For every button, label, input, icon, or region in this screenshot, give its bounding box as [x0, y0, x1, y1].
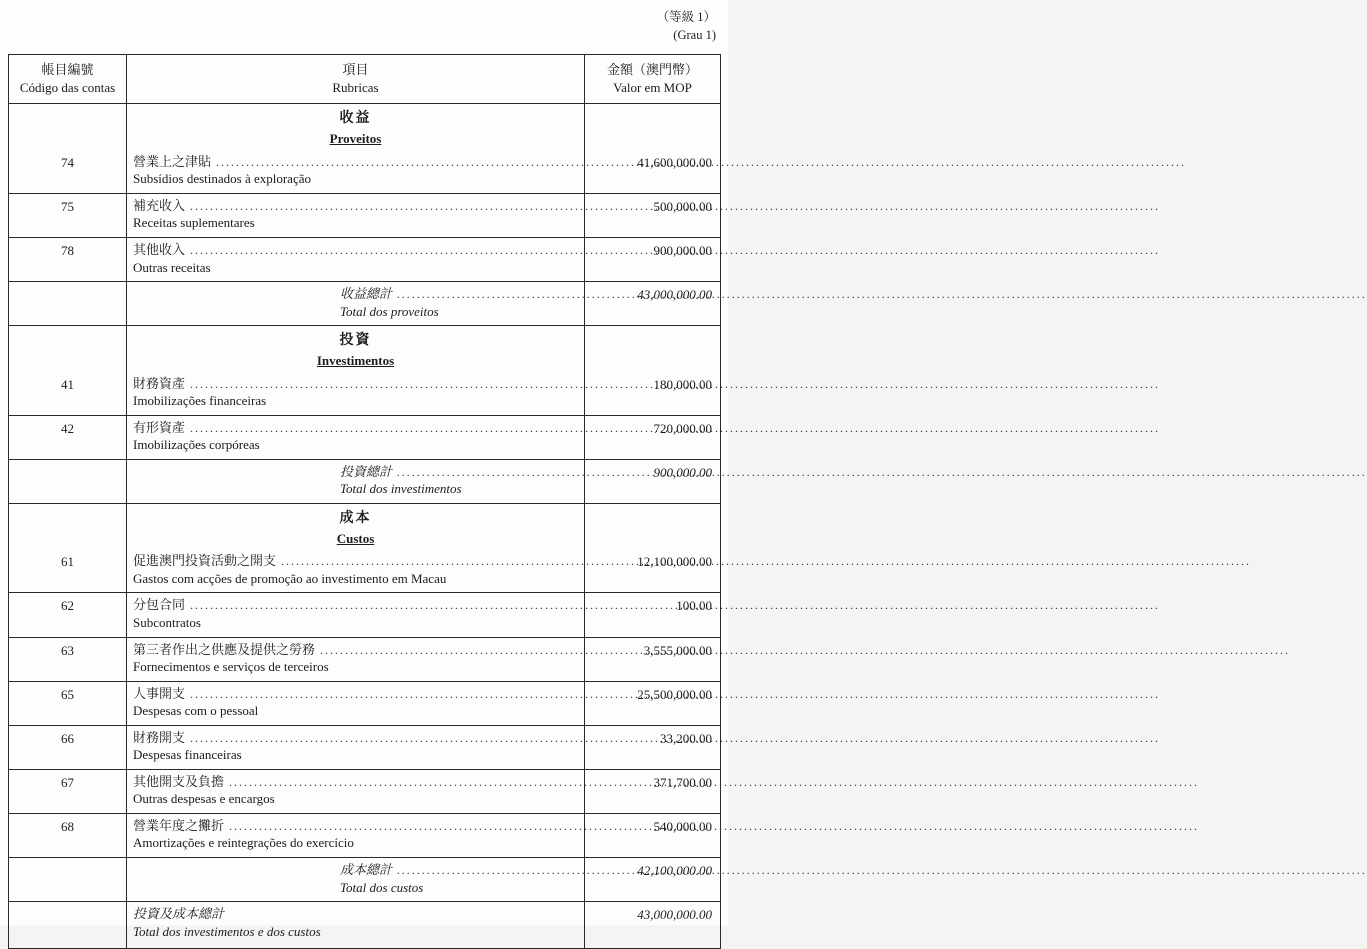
rubric-cell [127, 725, 585, 769]
account-code: 68 [9, 813, 127, 857]
item-label-zh: 人事開支 [133, 685, 186, 701]
item-label-pt: Imobilizações corpóreas [133, 437, 260, 453]
header-code-zh: 帳目編號 [41, 62, 94, 78]
item-label-zh: 補充收入 [133, 197, 186, 213]
section-title-pt: Custos [336, 530, 375, 546]
header-amount-cell [585, 55, 721, 104]
rubric-cell [127, 813, 585, 857]
amount-value: 12,100,000.00 [585, 549, 721, 593]
item-label-pt: Outras despesas e encargos [133, 791, 275, 807]
item-label-zh: 有形資產 [133, 419, 186, 435]
item-label-zh: 促進澳門投資活動之開支 [133, 553, 277, 569]
rubric-line-zh [133, 685, 578, 703]
amount-value: 540,000.00 [585, 813, 721, 857]
item-label-zh: 其他收入 [133, 241, 186, 257]
item-label-pt: Gastos com acções de promoção ao investimento em Macau [133, 570, 447, 586]
item-label-pt: Despesas com o pessoal [133, 703, 259, 719]
item-label-zh: 財務資產 [133, 375, 186, 391]
account-code: 42 [9, 415, 127, 459]
empty-code-cell [9, 459, 127, 503]
header-rubric-cell [127, 55, 585, 104]
dot-leader [397, 862, 1367, 878]
table-row [9, 637, 721, 681]
total-label-cell [127, 282, 585, 326]
item-label-zh: 營業上之津貼 [133, 153, 212, 169]
grand-total-zh-text: 投資及成本總計 [133, 906, 225, 922]
rubric-line-zh [133, 153, 578, 171]
rubric-cell [127, 593, 585, 637]
empty-code-cell [9, 857, 127, 901]
amount-value: 500,000.00 [585, 193, 721, 237]
total-line-zh [133, 285, 578, 303]
item-label-pt: Amortizações e reintegrações do exercício [133, 835, 354, 851]
table-row [9, 549, 721, 593]
account-code: 63 [9, 637, 127, 681]
amount-value: 25,500,000.00 [585, 681, 721, 725]
empty-amount-cell [585, 104, 721, 150]
rubric-cell [127, 769, 585, 813]
rubric-cell [127, 193, 585, 237]
account-code: 75 [9, 193, 127, 237]
table-row [9, 769, 721, 813]
header-rubric-zh: 項目 [342, 62, 369, 78]
account-code: 67 [9, 769, 127, 813]
total-label-zh: 投資總計 [340, 463, 393, 479]
amount-value: 3,555,000.00 [585, 637, 721, 681]
item-label-zh: 營業年度之攤折 [133, 817, 225, 833]
header-amount-zh: 金額（澳門幣） [606, 62, 698, 78]
item-label-pt: Despesas financeiras [133, 747, 242, 763]
section-header-row [9, 326, 721, 372]
section-total-row [9, 857, 721, 901]
account-code: 61 [9, 549, 127, 593]
amount-value: 180,000.00 [585, 372, 721, 416]
grade-annotation [8, 8, 720, 44]
rubric-cell [127, 681, 585, 725]
rubric-cell [127, 150, 585, 194]
amount-value: 371,700.00 [585, 769, 721, 813]
rubric-cell [127, 415, 585, 459]
empty-code-cell [9, 326, 127, 372]
item-label-zh: 第三者作出之供應及提供之勞務 [133, 641, 316, 657]
account-code: 66 [9, 725, 127, 769]
total-line-zh [133, 463, 578, 481]
rubric-line-zh [133, 817, 578, 835]
table-row [9, 372, 721, 416]
item-label-pt: Subcontratos [133, 614, 201, 630]
dot-leader [229, 774, 1199, 790]
accounts-table [8, 54, 721, 949]
empty-code-cell [9, 104, 127, 150]
table-row [9, 681, 721, 725]
section-total-row [9, 282, 721, 326]
amount-value: 720,000.00 [585, 415, 721, 459]
rubric-cell [127, 549, 585, 593]
header-code-pt: Código das contas [19, 79, 116, 95]
section-title-zh: 收益 [339, 111, 372, 127]
account-code: 78 [9, 237, 127, 281]
header-rubric-pt: Rubricas [332, 79, 379, 95]
grand-total-label-zh [133, 905, 578, 923]
table-row [9, 415, 721, 459]
total-label-zh: 成本總計 [340, 861, 393, 877]
table-row [9, 593, 721, 637]
section-title-zh: 成本 [339, 510, 372, 526]
total-line-zh [133, 861, 578, 879]
table-header-row [9, 55, 721, 104]
dot-leader [190, 597, 1160, 613]
grade-label-zh: （等級 1） [656, 10, 716, 24]
section-title-zh: 投資 [339, 333, 372, 349]
total-label-cell [127, 459, 585, 503]
item-label-pt: Receitas suplementares [133, 215, 255, 231]
item-label-pt: Subsídios destinados à exploração [133, 171, 311, 187]
total-label-pt: Total dos proveitos [340, 303, 439, 319]
rubric-line-zh [133, 552, 578, 570]
item-label-pt: Imobilizações financeiras [133, 393, 267, 409]
rubric-cell [127, 372, 585, 416]
empty-code-cell [9, 902, 127, 949]
section-header-row [9, 503, 721, 549]
amount-value: 41,600,000.00 [585, 150, 721, 194]
amount-value: 100.00 [585, 593, 721, 637]
grand-total-row [9, 902, 721, 949]
account-code: 74 [9, 150, 127, 194]
account-code: 62 [9, 593, 127, 637]
empty-code-cell [9, 503, 127, 549]
total-label-pt: Total dos investimentos [340, 481, 462, 497]
item-label-pt: Outras receitas [133, 259, 211, 275]
rubric-cell [127, 637, 585, 681]
grand-total-label-pt: Total dos investimentos e dos custos [133, 923, 321, 939]
empty-code-cell [9, 282, 127, 326]
section-title-pt: Proveitos [329, 131, 382, 147]
dot-leader [397, 464, 1367, 480]
total-amount-value: 43,000,000.00 [585, 282, 721, 326]
grade-label-pt: (Grau 1) [673, 28, 716, 43]
rubric-line-zh [133, 596, 578, 614]
dot-leader [320, 642, 1290, 658]
total-label-pt: Total dos custos [340, 879, 424, 895]
section-title-cell [127, 104, 585, 150]
table-row [9, 193, 721, 237]
dot-leader [229, 818, 1199, 834]
total-label-cell [127, 857, 585, 901]
rubric-line-zh [133, 375, 578, 393]
table-row [9, 725, 721, 769]
item-label-zh: 分包合同 [133, 597, 186, 613]
grand-total-label-cell [127, 902, 585, 949]
total-amount-value: 900,000.00 [585, 459, 721, 503]
total-amount-value: 42,100,000.00 [585, 857, 721, 901]
account-code: 41 [9, 372, 127, 416]
section-title-cell [127, 503, 585, 549]
grand-total-amount-value: 43,000,000.00 [585, 902, 721, 949]
table-row [9, 237, 721, 281]
rubric-line-zh [133, 773, 578, 791]
rubric-line-zh [133, 419, 578, 437]
item-label-zh: 財務開支 [133, 729, 186, 745]
section-title-pt: Investimentos [316, 353, 395, 369]
item-label-pt: Fornecimentos e serviços de terceiros [133, 659, 329, 675]
item-label-zh: 其他開支及負擔 [133, 773, 225, 789]
amount-value: 33,200.00 [585, 725, 721, 769]
header-code-cell [9, 55, 127, 104]
header-amount-pt: Valor em MOP [613, 79, 692, 95]
empty-amount-cell [585, 326, 721, 372]
rubric-line-zh [133, 729, 578, 747]
account-code: 65 [9, 681, 127, 725]
rubric-line-zh [133, 197, 578, 215]
section-header-row [9, 104, 721, 150]
table-row [9, 150, 721, 194]
empty-amount-cell [585, 503, 721, 549]
amount-value: 900,000.00 [585, 237, 721, 281]
dot-leader [281, 553, 1251, 569]
dot-leader [397, 286, 1367, 302]
rubric-line-zh [133, 641, 578, 659]
total-label-zh: 收益總計 [340, 286, 393, 302]
table-row [9, 813, 721, 857]
rubric-line-zh [133, 241, 578, 259]
section-total-row [9, 459, 721, 503]
section-title-cell [127, 326, 585, 372]
rubric-cell [127, 237, 585, 281]
